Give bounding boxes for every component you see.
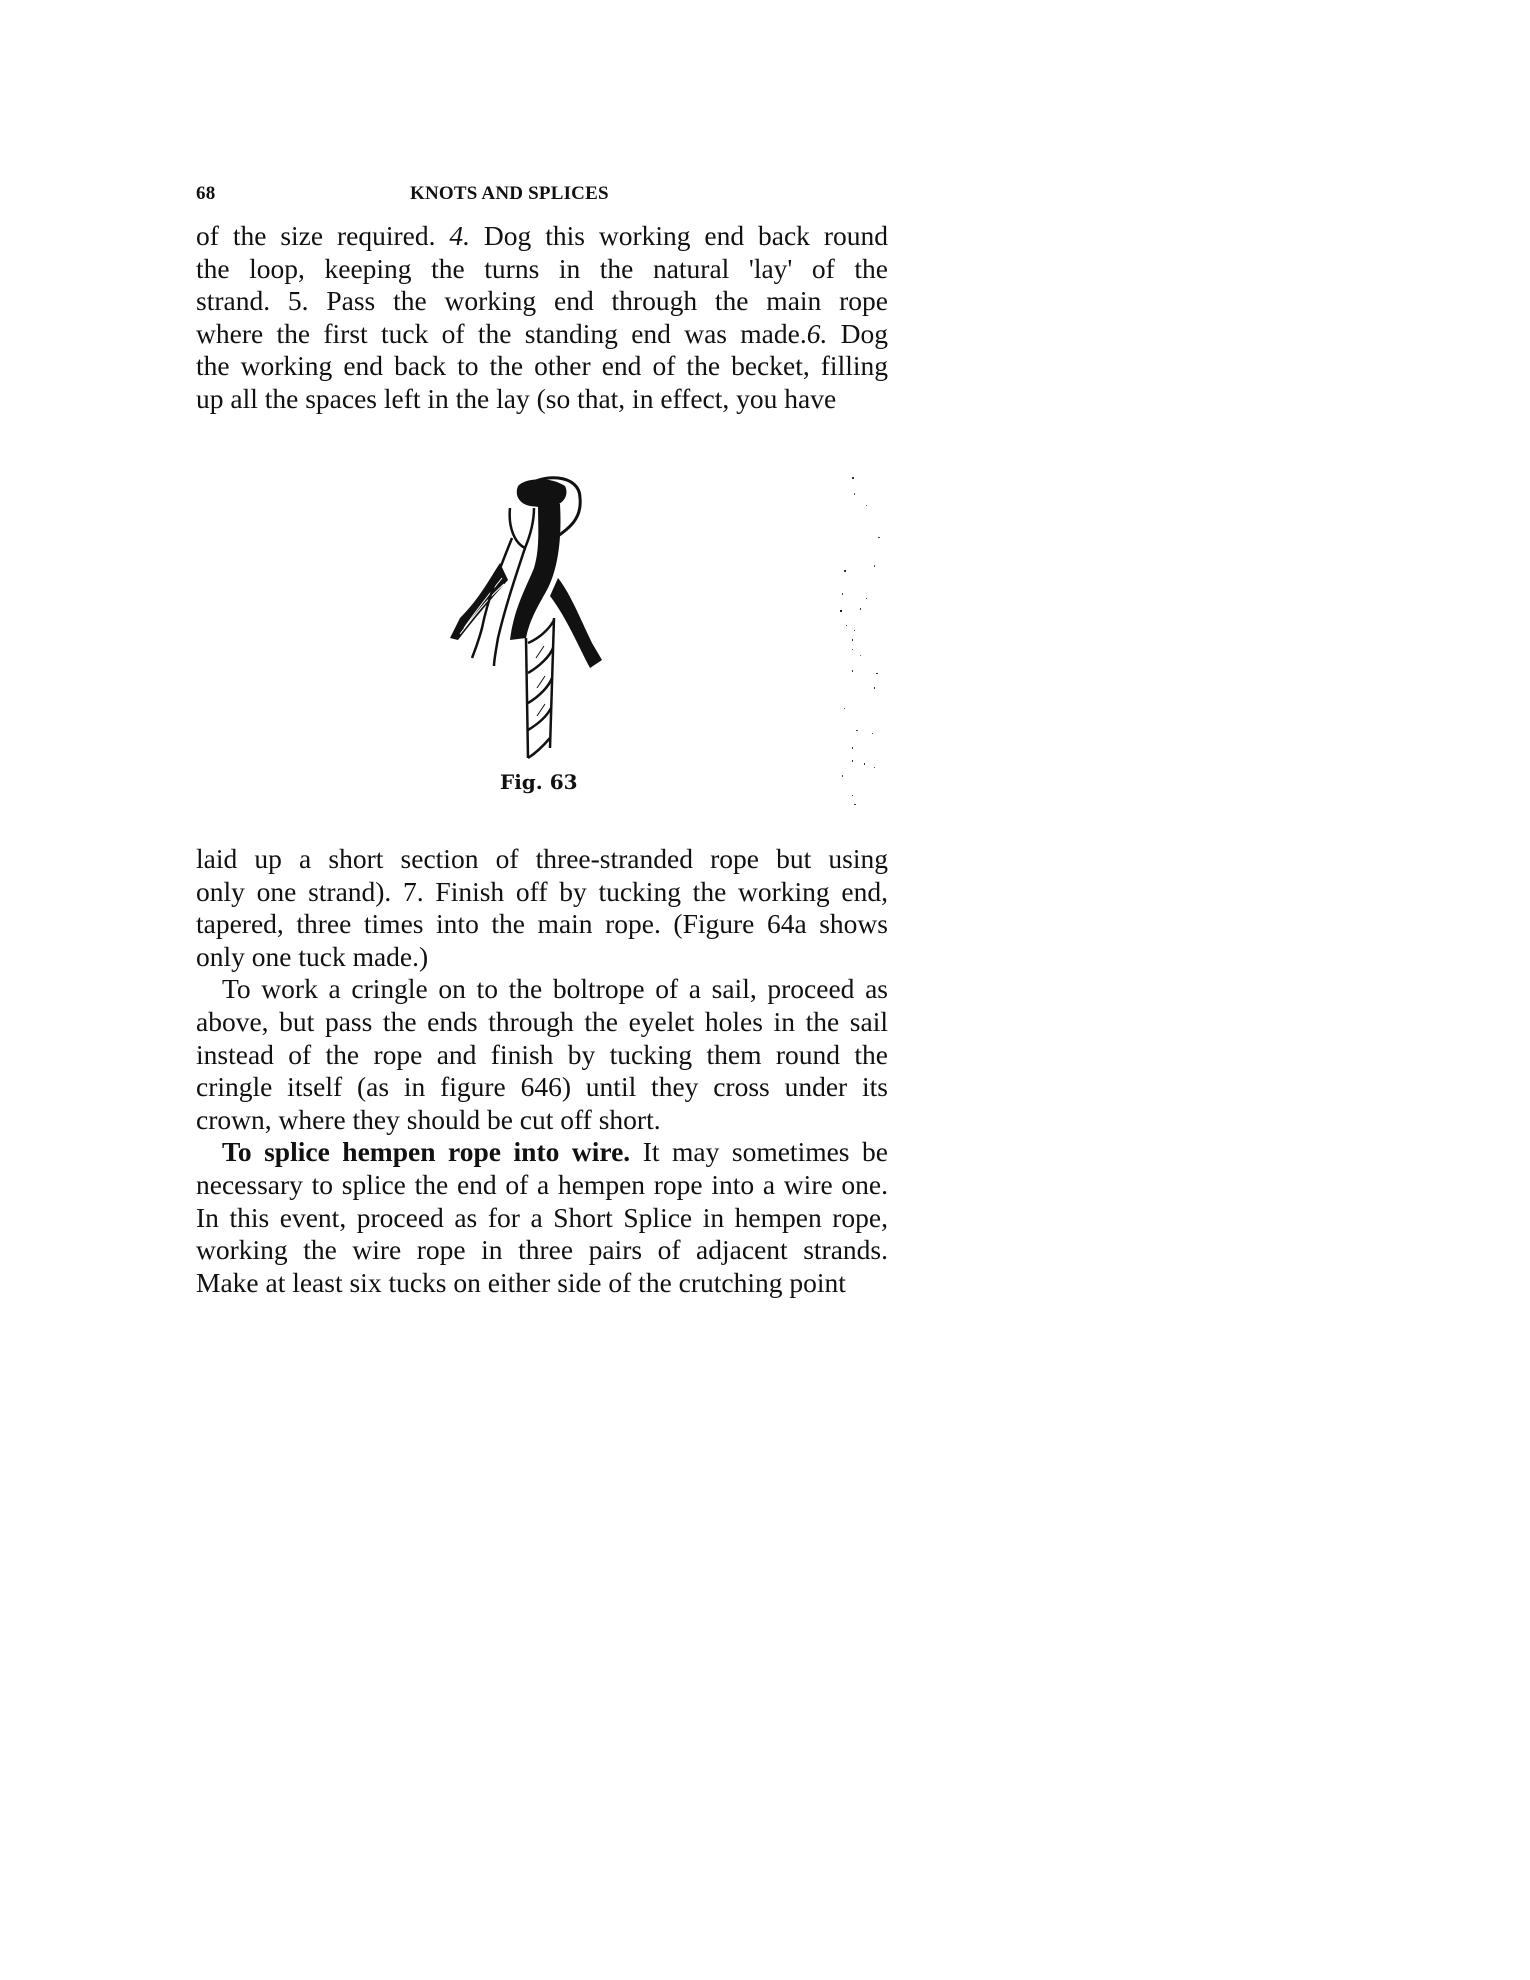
page-number: 68 (196, 183, 216, 204)
text-line: tapered, three times into the main rope. (Figure 64a shows (196, 908, 888, 940)
step-number: 6. (806, 317, 828, 349)
text-line: necessary to splice the end of a hempen rope into a wire one. (196, 1168, 888, 1200)
text-line: To work a cringle on to the boltrope of a sail, proceed as (222, 973, 888, 1005)
book-title: KNOTS AND SPLICES (410, 183, 609, 204)
figure-caption: Fig. 63 (500, 770, 578, 794)
text-line: To splice hempen rope into wire. It may sometimes be (222, 1136, 888, 1168)
text-line: strand. 5. Pass the working end through the main rope (196, 285, 888, 317)
scan-noise-speckle (830, 465, 910, 810)
paragraph-hempen-wire-splice (196, 1136, 888, 1299)
text-line: only one strand). 7. Finish off by tucking the working end, (196, 875, 888, 907)
text-line: instead of the rope and finish by tucking them round the (196, 1038, 888, 1070)
text-line: cringle itself (as in figure 646) until they cross under its (196, 1071, 888, 1103)
rope-cringle-illustration-icon (430, 468, 650, 768)
figure-63 (430, 468, 650, 808)
text-line: the working end back to the other end of the becket, filling (196, 350, 888, 382)
text-line: working the wire rope in three pairs of adjacent strands. (196, 1234, 888, 1266)
text-line: Make at least six tucks on either side of the crutching point (196, 1266, 846, 1298)
text-block-top (196, 220, 888, 416)
text-line: the loop, keeping the turns in the natural 'lay' of the (196, 252, 888, 284)
section-heading: To splice hempen rope into wire. (222, 1136, 631, 1168)
text-line: where the first tuck of the standing end was made.6. Dog (196, 317, 888, 349)
text-line: only one tuck made.) (196, 940, 429, 972)
text-line: laid up a short section of three-stranded rope but using (196, 843, 888, 874)
text-line: above, but pass the ends through the eyelet holes in the sail (196, 1005, 888, 1037)
paragraph-figure-continuation (196, 843, 888, 973)
text-line: up all the spaces left in the lay (so that, in effect, you have (196, 382, 837, 414)
running-head (196, 183, 896, 207)
paragraph-cringle (196, 973, 888, 1136)
paragraph-continued (196, 220, 888, 416)
text-line: of the size required. 4. Dog this working end back round (196, 220, 888, 251)
step-number: 4. (449, 220, 471, 251)
text-line: In this event, proceed as for a Short Splice in hempen rope, (196, 1201, 888, 1233)
text-block-bottom (196, 843, 888, 1299)
text-line: crown, where they should be cut off short. (196, 1103, 661, 1135)
